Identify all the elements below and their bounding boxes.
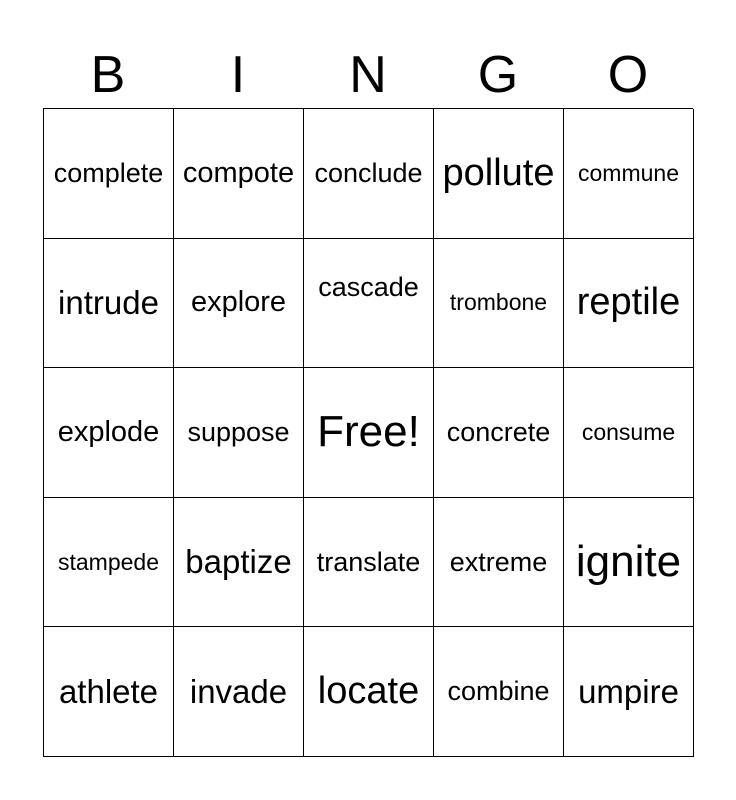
cell-word: conclude [314,157,423,188]
header-letter-i: I [230,46,246,104]
cell-word: baptize [185,543,292,581]
bingo-cell[interactable] [434,498,564,628]
cell-word: commune [578,159,679,186]
bingo-cell[interactable] [174,109,304,239]
bingo-cell[interactable] [434,109,564,239]
bingo-cell[interactable] [304,239,434,369]
cell-word: cascade [318,272,419,303]
bingo-header [43,42,693,108]
bingo-cell[interactable] [44,627,174,757]
cell-word: explore [190,286,287,319]
cell-word: complete [53,157,164,188]
cell-word: locate [317,670,420,713]
bingo-board [43,108,693,757]
cell-word: ignite [575,537,682,587]
header-letter-b: B [90,46,126,104]
cell-word: reptile [576,281,681,324]
header-letter-o: O [607,46,649,104]
bingo-cell[interactable] [174,498,304,628]
bingo-cell[interactable] [434,368,564,498]
header-letter-n: N [349,46,387,104]
bingo-cell[interactable] [564,368,694,498]
bingo-cell[interactable] [304,627,434,757]
cell-word: consume [581,418,676,445]
header-letter-g: G [477,46,519,104]
bingo-cell[interactable] [564,627,694,757]
bingo-cell[interactable] [564,239,694,369]
cell-word: concrete [446,416,551,447]
bingo-cell[interactable] [44,109,174,239]
cell-word: umpire [578,672,679,710]
cell-word: Free! [317,407,420,457]
bingo-cell[interactable] [304,109,434,239]
cell-word: combine [447,676,550,707]
bingo-cell[interactable] [174,627,304,757]
bingo-cell[interactable] [564,498,694,628]
cell-word: suppose [187,416,290,447]
bingo-cell[interactable] [44,368,174,498]
bingo-cell[interactable] [174,368,304,498]
free-space-cell[interactable] [304,368,434,498]
cell-word: translate [316,546,421,577]
bingo-cell[interactable] [304,498,434,628]
cell-word: stampede [57,548,159,575]
cell-word: athlete [58,672,159,710]
bingo-cell[interactable] [174,239,304,369]
cell-word: trombone [449,289,548,316]
cell-word: explode [57,415,160,448]
bingo-cell[interactable] [44,498,174,628]
bingo-cell[interactable] [564,109,694,239]
bingo-cell[interactable] [434,239,564,369]
cell-word: invade [189,672,288,710]
cell-word: pollute [442,151,555,194]
bingo-cell[interactable] [434,627,564,757]
cell-word: compote [182,156,295,189]
cell-word: intrude [58,283,159,321]
cell-word: extreme [449,546,548,577]
bingo-cell[interactable] [44,239,174,369]
